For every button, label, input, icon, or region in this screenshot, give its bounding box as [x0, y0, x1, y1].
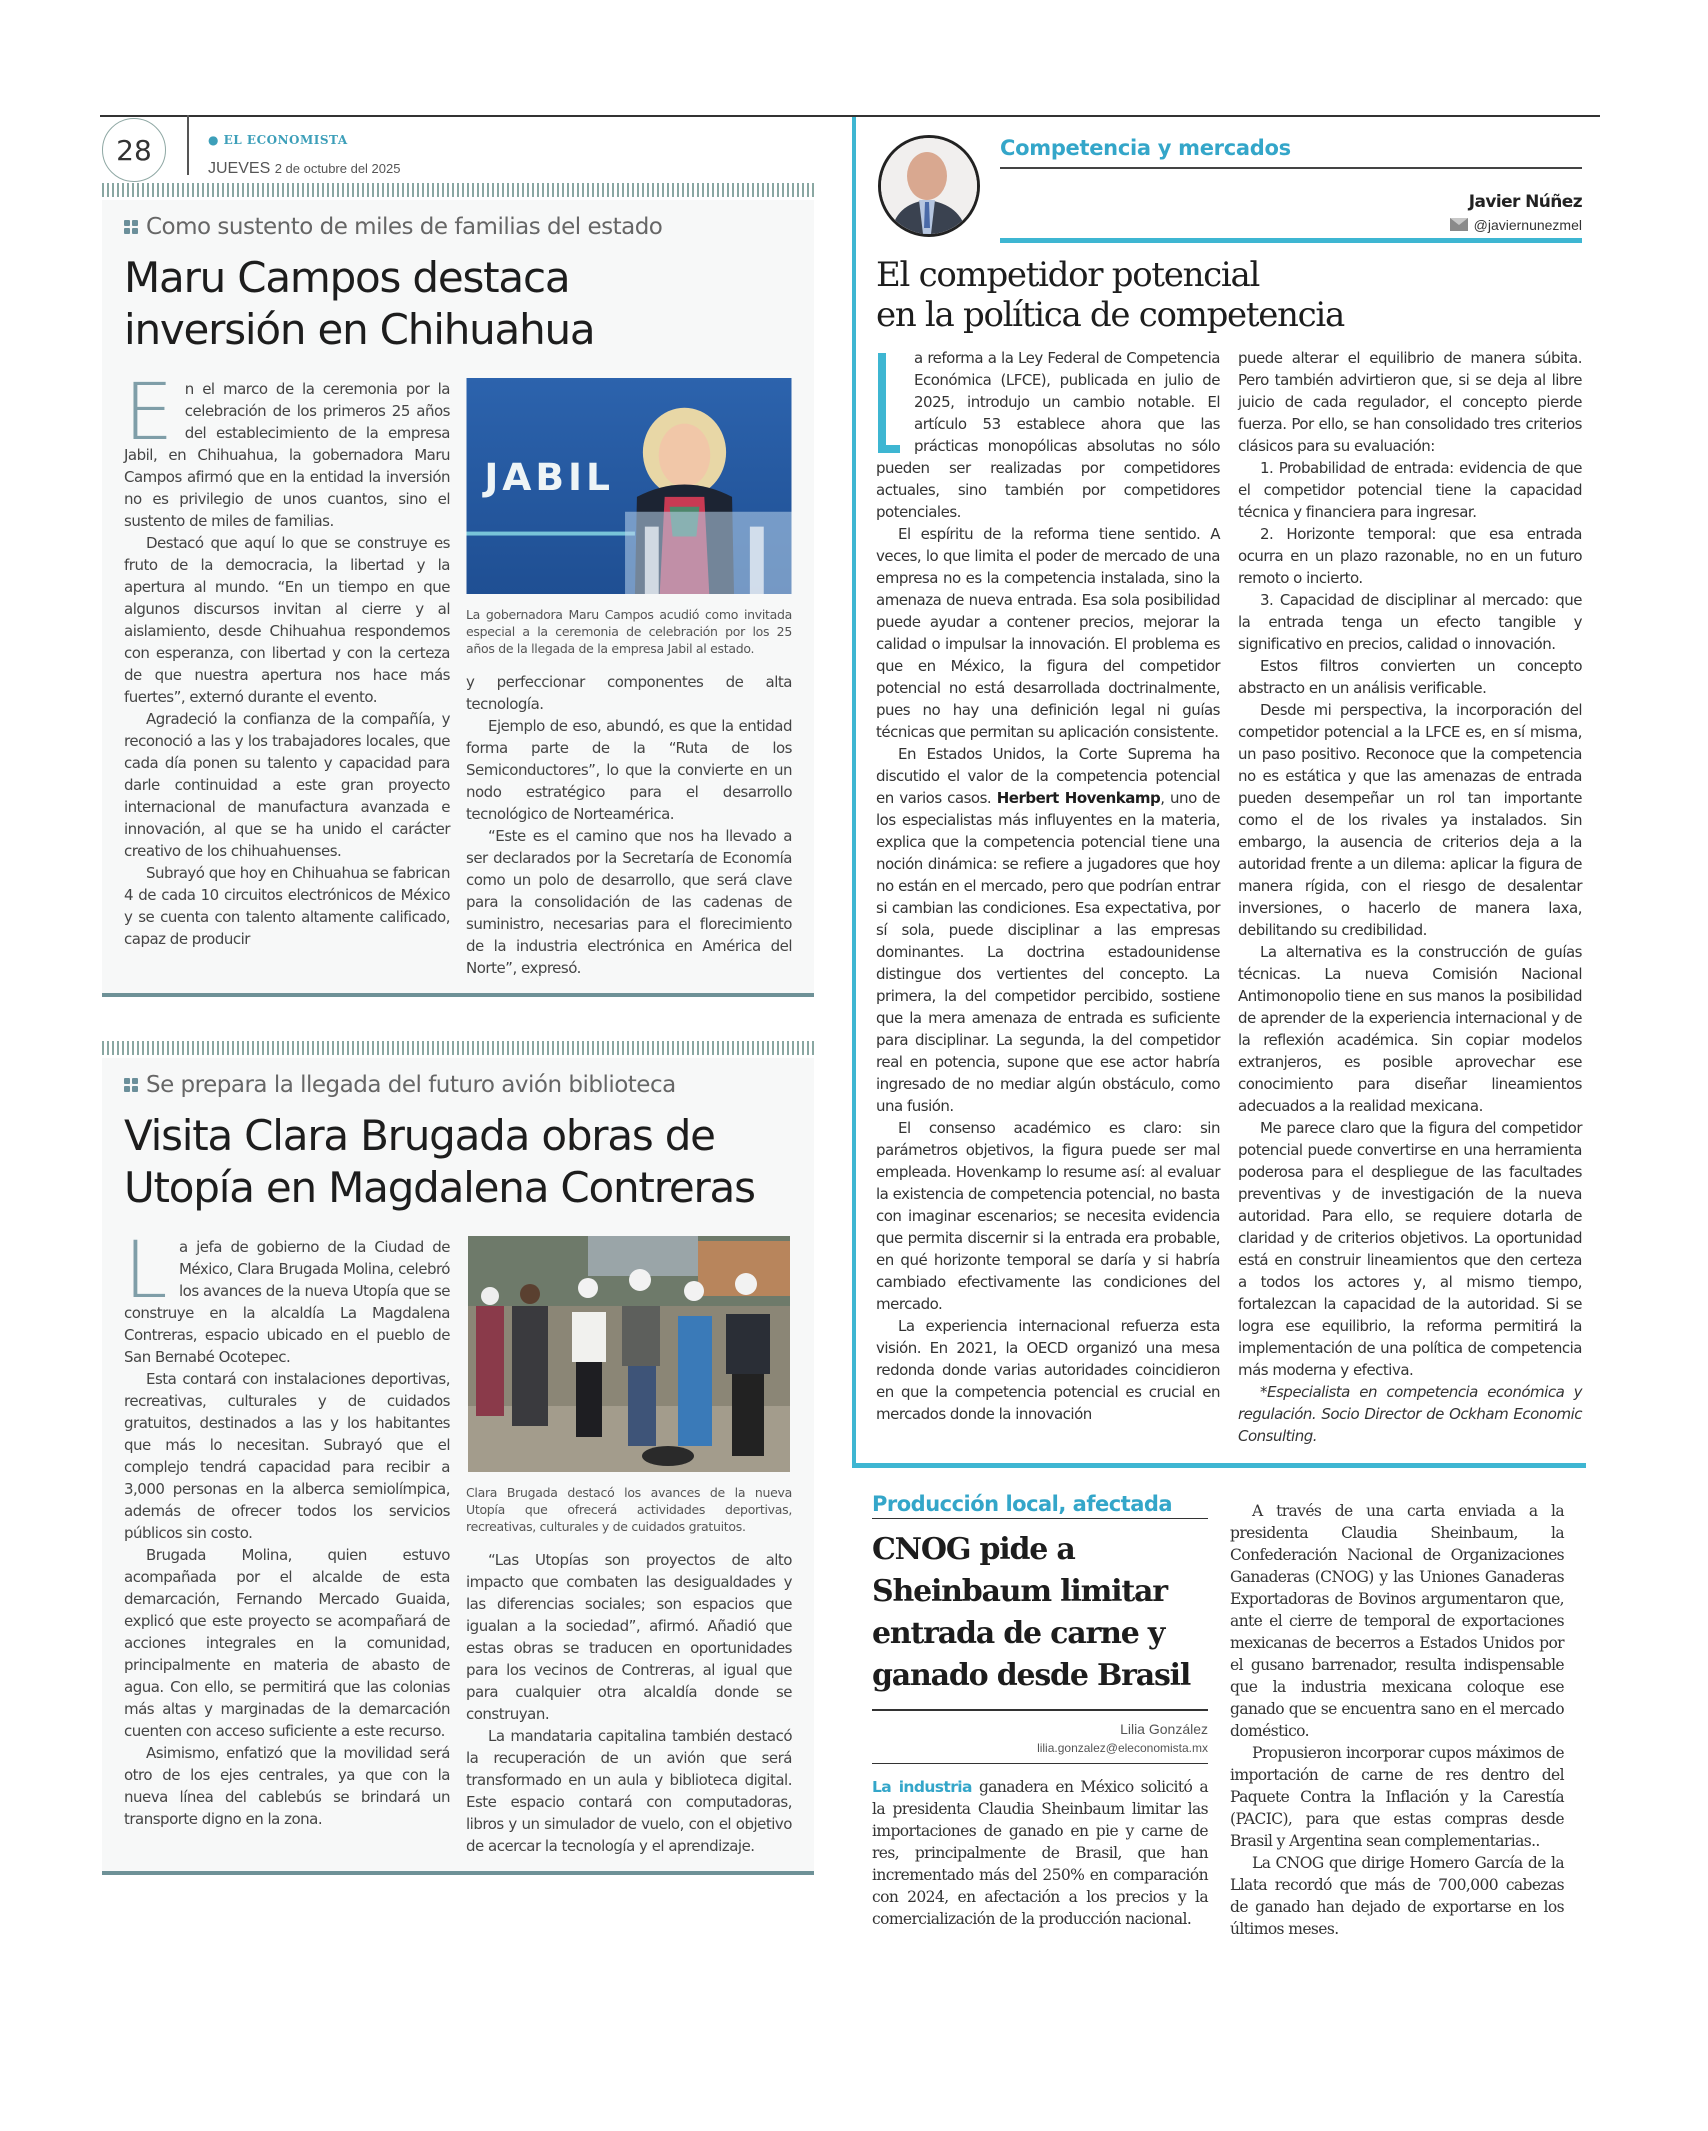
photo-maru-campos — [466, 378, 792, 600]
story-cnog — [852, 1468, 1586, 1940]
dropcap — [878, 353, 900, 453]
story-bottom-rule — [102, 1871, 814, 1875]
section-stripe — [102, 183, 814, 197]
paragraph: El consenso académico es claro: sin parámetros objetivos, la figura puede ser mal empleada. Hovenkamp lo resume así: al evaluar la existencia de competencia potencial, no basta con imaginar escenarios; se necesita evidencia que permita discernir si la entrada era probable, en qué horizonte temporal se daría y si habría cambiado efectivamente las condiciones del mercado. — [876, 1118, 1220, 1313]
photo-caption: Clara Brugada destacó los avances de la nueva Utopía que ofrecerá actividades deportivas, recreativas, culturales y de cuidados gratuitos. — [466, 1485, 792, 1534]
headline-line: inversión en Chihuahua — [124, 305, 595, 354]
weekday: JUEVES — [208, 160, 271, 177]
author-note: *Especialista en competencia económica y regulación. Socio Director de Ockham Economic Consulting. — [1238, 1382, 1582, 1445]
text-run: , uno de los especialistas más influyentes en la materia, explica que la competencia potencial tiene una noción dinámica: se refiere a jugadores que hoy no están en el mercado, pero que podrían entrar si cambian las condiciones. Esa expectativa, por sí sola, puede disciplinar a las empresas dominantes. La doctrina estadounidense distingue dos vertientes del concepto. La primera, la del competidor percibido, sostiene que la mera amenaza de entrada es suficiente para disciplinar. La segunda, la del competidor real en potencia, supone que ese actor habría ingresado de no mediar algún obstáculo, como una fusión. — [876, 788, 1221, 1115]
story-column-2 — [466, 378, 792, 979]
headline-line: El competidor potencial — [876, 254, 1260, 295]
paragraph: n el marco de la ceremonia por la celebración de los primeros 25 años del establecimiento de la empresa Jabil, en Chihuahua, la gobernadora Maru Campos afirmó que en la entidad la inversión no es privilegio de unos cuantos, sino el sustento de miles de familias. — [124, 380, 450, 530]
dropcap: E — [124, 368, 173, 458]
paragraph: Subrayó que hoy en Chihuahua se fabrican 4 de cada 10 circuitos electrónicos de México y se cuenta con talento altamente calificado, capaz de producir — [124, 864, 451, 948]
paragraph — [872, 1776, 1208, 1930]
criteria-item: 3. Capacidad de disciplinar al mercado: que la entrada tenga un efecto tangible y significativo en precios, calidad o innovación. — [1238, 590, 1582, 653]
opinion-meta — [1000, 135, 1586, 243]
headline-line: Maru Campos destaca — [124, 253, 570, 302]
bullet-dots-icon — [124, 1078, 138, 1092]
bullet-dots-icon — [124, 220, 138, 234]
opinion-headline — [876, 255, 1586, 335]
photo-image — [466, 1236, 792, 1472]
page-number-text: 28 — [116, 133, 152, 167]
handle-text: @javiernunezmel — [1473, 216, 1582, 233]
kicker-text: Como sustento de miles de familias del estado — [146, 214, 663, 240]
story-column-1 — [124, 1226, 450, 1830]
kicker-rule — [872, 1518, 1208, 1520]
photo-image — [466, 378, 792, 594]
paragraph: a jefa de gobierno de la Ciudad de México, Clara Brugada Molina, celebró los avances de la nueva Utopía que se construye en la alcaldía La Magdalena Contreras, espacio ubicado en el pueblo de San Bernabé Ocotepec. — [124, 1238, 450, 1366]
story-headline — [124, 252, 792, 356]
headline-rule — [872, 1709, 1208, 1711]
story3-column-1 — [872, 1776, 1208, 1930]
section-blue-rule — [1000, 238, 1582, 243]
paragraph: A través de una carta enviada a la presidenta Claudia Sheinbaum, la Confederación Nacional de Organizaciones Ganaderas (CNOG) y las Uniones Ganaderas Exportadoras de Bovinos argumentaron que, ante el cierre de temporal de exportaciones mexicanas de becerros a Estados Unidos por el gusano barrenador, resulta indispensable que la industria mexicana coloque ese ganado que se encuentra sano en el mercado doméstico. — [1230, 1501, 1564, 1740]
paragraph: puede alterar el equilibrio de manera súbita. Pero también advirtieron que, si se deja al libre juicio de cada regulador, el concepto pierde fuerza. Por ello, se han consolidado tres criterios clásicos para su evaluación: — [1238, 348, 1582, 455]
story-body — [124, 368, 792, 979]
bold-name: Herbert Hovenkamp — [996, 788, 1161, 807]
paragraph: Esta contará con instalaciones deportivas, recreativas, culturales y de cuidados gratuitos, destinados a las y los habitantes que más lo necesitan. Subrayó que el complejo tendrá capacidad para recibir a 3,000 personas en la alberca semiolímpica, además de ofrecer todos los servicios públicos sin costo. — [124, 1370, 450, 1542]
byline-name: Lilia González — [1120, 1720, 1208, 1737]
story-kicker — [124, 212, 792, 242]
story-headline — [124, 1110, 792, 1214]
paragraph: Asimismo, enfatizó que la movilidad será otro de los ejes centrales, ya que con la nueva línea del cablebús se brindará un transporte digno en la zona. — [124, 1744, 450, 1828]
page-number — [102, 118, 166, 182]
paragraph: Agradeció la confianza de la compañía, y reconoció a las y los trabajadores locales, que cada día ponen su talento y capacidad para darle continuidad a este gran proyecto internacional de manufactura avanzada e innovación, al que se ha unido el carácter creativo de los chihuahuenses. — [124, 710, 450, 860]
paragraph: La alternativa es la construcción de guías técnicas. La nueva Comisión Nacional Antimonopolio tiene en sus manos la posibilidad de aprender de la experiencia internacional y de la reflexión académica. Sin copiar modelos extranjeros, es posible aprovechar ese conocimiento para diseñar lineamientos adecuados a la realidad mexicana. — [1238, 942, 1582, 1115]
story3-left — [872, 1490, 1208, 1940]
paragraph: y perfeccionar componentes de alta tecnología. — [466, 673, 792, 713]
opinion-column-1 — [876, 347, 1220, 1447]
paragraph: Propusieron incorporar cupos máximos de importación de carne de res dentro del Paquete Contra la Inflación y la Carestía (PACIC), para que estas compras desde Brasil y Argentina sean complementarias.. — [1230, 1743, 1564, 1850]
paragraph: a reforma a la Ley Federal de Competencia Económica (LFCE), publicada en julio de 2025, introdujo un cambio notable. El artículo 53 establece ahora que las prácticas monopólicas absolutas no sólo pueden ser realizadas por competidores actuales, sino también por competidores potenciales. — [876, 348, 1220, 521]
paragraph: El espíritu de la reforma tiene sentido. A veces, lo que limita el poder de mercado de una empresa no es la competencia instalada, sino la amenaza de nueva entrada. Esa sola posibilidad puede ayudar a contener precios, mejorar la calidad o impulsar la innovación. El problema es que en México, la figura del competidor potencial no está desarrollada doctrinalmente, pues no hay una definición legal ni guías técnicas que permitan su aplicación consistente. — [876, 524, 1220, 741]
brand-name: EL ECONOMISTA — [223, 133, 348, 147]
story-kicker — [124, 1070, 792, 1100]
byline-rule — [872, 1763, 1208, 1765]
text-run: En Estados Unidos, la Corte Suprema ha discutido el valor de la competencia potencial en varios casos. — [876, 744, 1220, 807]
paragraph: Me parece claro que la figura del competidor potencial puede convertirse en una herramienta poderosa para el despliegue de las facultades preventivas y de investigación de la nueva autoridad. Para ello, se requiere dotarla de claridad y de criterios objetivos. La oportunidad está en construir lineamientos que den certeza a todos los actores y, al mismo tiempo, fortalezcan la capacidad de la autoridad. Si se logra ese equilibrio, la reforma permitirá la implementación de una política de competencia más moderna y efectiva. — [1238, 1118, 1582, 1379]
headline-line: en la política de competencia — [876, 294, 1344, 335]
paragraph: Destacó que aquí lo que se construye es fruto de la democracia, la libertad y la apertura al mundo. “En un tiempo en que algunos discursos invitan al cierre y al aislamiento, desde Chihuahua respondemos con esperanza, con libertad y con la certeza de que nuestra apertura nos hace más fuertes”, externó durante el evento. — [124, 534, 450, 706]
paragraph: Ejemplo de eso, abundó, es que la entidad forma parte de la “Ruta de los Semiconductores”, lo que la convierte en un nodo estratégico para el desarrollo tecnológico de Norteamérica. — [466, 717, 792, 823]
byline-email[interactable]: lilia.gonzalez@eleconomista.mx — [1037, 1740, 1208, 1755]
story3-column-2 — [1230, 1500, 1564, 1940]
story-headline: CNOG pide a Sheinbaum limitar entrada de carne y ganado desde Brasil — [872, 1532, 1191, 1693]
issue-date — [208, 160, 400, 178]
kicker-text: Se prepara la llegada del futuro avión biblioteca — [146, 1072, 676, 1098]
paragraph: Estos filtros convierten un concepto abstracto en un análisis verificable. — [1238, 656, 1582, 697]
mail-icon — [1450, 218, 1468, 231]
date-text: 2 de octubre del 2025 — [274, 161, 401, 176]
opinion-column-2 — [1238, 347, 1582, 1447]
section-stripe — [102, 1041, 814, 1055]
story-body — [124, 1226, 792, 1857]
opinion-body — [876, 347, 1586, 1447]
author-name: Javier Núñez — [1468, 191, 1582, 212]
paragraph: Desde mi perspectiva, la incorporación del competidor potencial a la LFCE es, en sí misma, un paso positivo. Reconoce que la competencia no es estática y que las amenazas de entrada pueden desempeñar un rol tan importante como el de los rivales ya instalados. Sin embargo, la ausencia de criterios deja a la autoridad frente a un dilema: aplicar la figura de manera rígida, con el riesgo de desalentar inversiones, o hacerlo de manera laxa, debilitando su credibilidad. — [1238, 700, 1582, 939]
brand-logo: ● EL ECONOMISTA — [208, 133, 348, 147]
author-avatar — [878, 135, 980, 237]
jabil-sign-text: JABIL — [484, 454, 614, 499]
story-column-2 — [466, 1236, 792, 1857]
headline-line: Visita Clara Brugada obras de — [124, 1111, 715, 1160]
paragraph — [876, 743, 1220, 1117]
paragraph: “Las Utopías son proyectos de alto impacto que combaten las desigualdades y las diferencias sociales; son espacios que igualan a la sociedad”, afirmó. Añadió que estas obras se traducen en oportunidades para los vecinos de Contreras, al igual que para cualquier otra alcaldía donde se construyan. — [466, 1551, 792, 1723]
story-gap — [102, 997, 814, 1041]
criteria-item: 1. Probabilidad de entrada: evidencia de que el competidor potencial tiene la capacidad técnica y financiera para ingresar. — [1238, 458, 1582, 521]
lead-word: La industria — [872, 1778, 972, 1796]
paragraph: La experiencia internacional refuerza esta visión. En 2021, la OECD organizó una mesa redonda donde varias autoridades coincidieron en que la competencia potencial es crucial en mercados donde la innovación — [876, 1316, 1220, 1423]
text-run: ganadera en México solicitó a la presidenta Claudia Sheinbaum limitar las importaciones de ganado en pie y carne de res, principalmente de Brasil, que han incrementado más del 250% en comparación con 2024, en afectación a los precios y la comercialización de la producción nacional. — [872, 1778, 1209, 1928]
header-divider — [187, 115, 189, 175]
story-maru-campos — [102, 200, 814, 993]
story-clara-brugada — [102, 1058, 814, 1871]
story-column-1 — [124, 368, 451, 950]
photo-clara-brugada — [466, 1236, 792, 1478]
paragraph: “Este es el camino que nos ha llevado a ser declarados por la Secretaría de Economía como un polo de desarrollo, que será clave para la consolidación de las cadenas de suministro, necesarias para el florecimiento de la industria electrónica en América del Norte”, expresó. — [466, 827, 792, 977]
paragraph: La mandataria capitalina también destacó la recuperación de un avión que será transformado en un aula y biblioteca digital. Este espacio contará con computadoras, libros y un simulador de vuelo, con el objetivo de acercar la tecnología y el aprendizaje. — [466, 1727, 792, 1855]
section-rule — [1000, 167, 1582, 169]
author-photo — [881, 138, 977, 234]
photo-caption: La gobernadora Maru Campos acudió como invitada especial a la ceremonia de celebración por los 25 años de la llegada de la empresa Jabil al estado. — [466, 607, 792, 656]
dropcap: L — [124, 1226, 167, 1316]
left-stories — [102, 183, 814, 1875]
column-section-title: Competencia y mercados — [1000, 136, 1291, 160]
right-stories — [852, 117, 1586, 1940]
headline-line: Utopía en Magdalena Contreras — [124, 1163, 755, 1212]
opinion-box — [852, 117, 1586, 1463]
author-handle[interactable] — [1000, 216, 1582, 234]
paragraph: La CNOG que dirige Homero García de la Llata recordó que más de 700,000 cabezas de ganado han dejado de exportarse en los últimos meses. — [1230, 1853, 1564, 1938]
paragraph: Brugada Molina, quien estuvo acompañada por el alcalde de esta demarcación, Fernando Mercado Guaida, explicó que este proyecto se acompañará de acciones integrales en la comunidad, principalmente en materia de abasto de agua. Con ello, se permitirá que las colonias más altas y marginadas de la demarcación cuenten con acceso suficiente a este recurso. — [124, 1546, 450, 1740]
story-kicker: Producción local, afectada — [872, 1491, 1173, 1516]
opinion-header — [876, 135, 1586, 243]
story3-right — [1230, 1490, 1564, 1940]
criteria-item: 2. Horizonte temporal: que esa entrada ocurra en un plazo razonable, no en un futuro remoto o incierto. — [1238, 524, 1582, 587]
